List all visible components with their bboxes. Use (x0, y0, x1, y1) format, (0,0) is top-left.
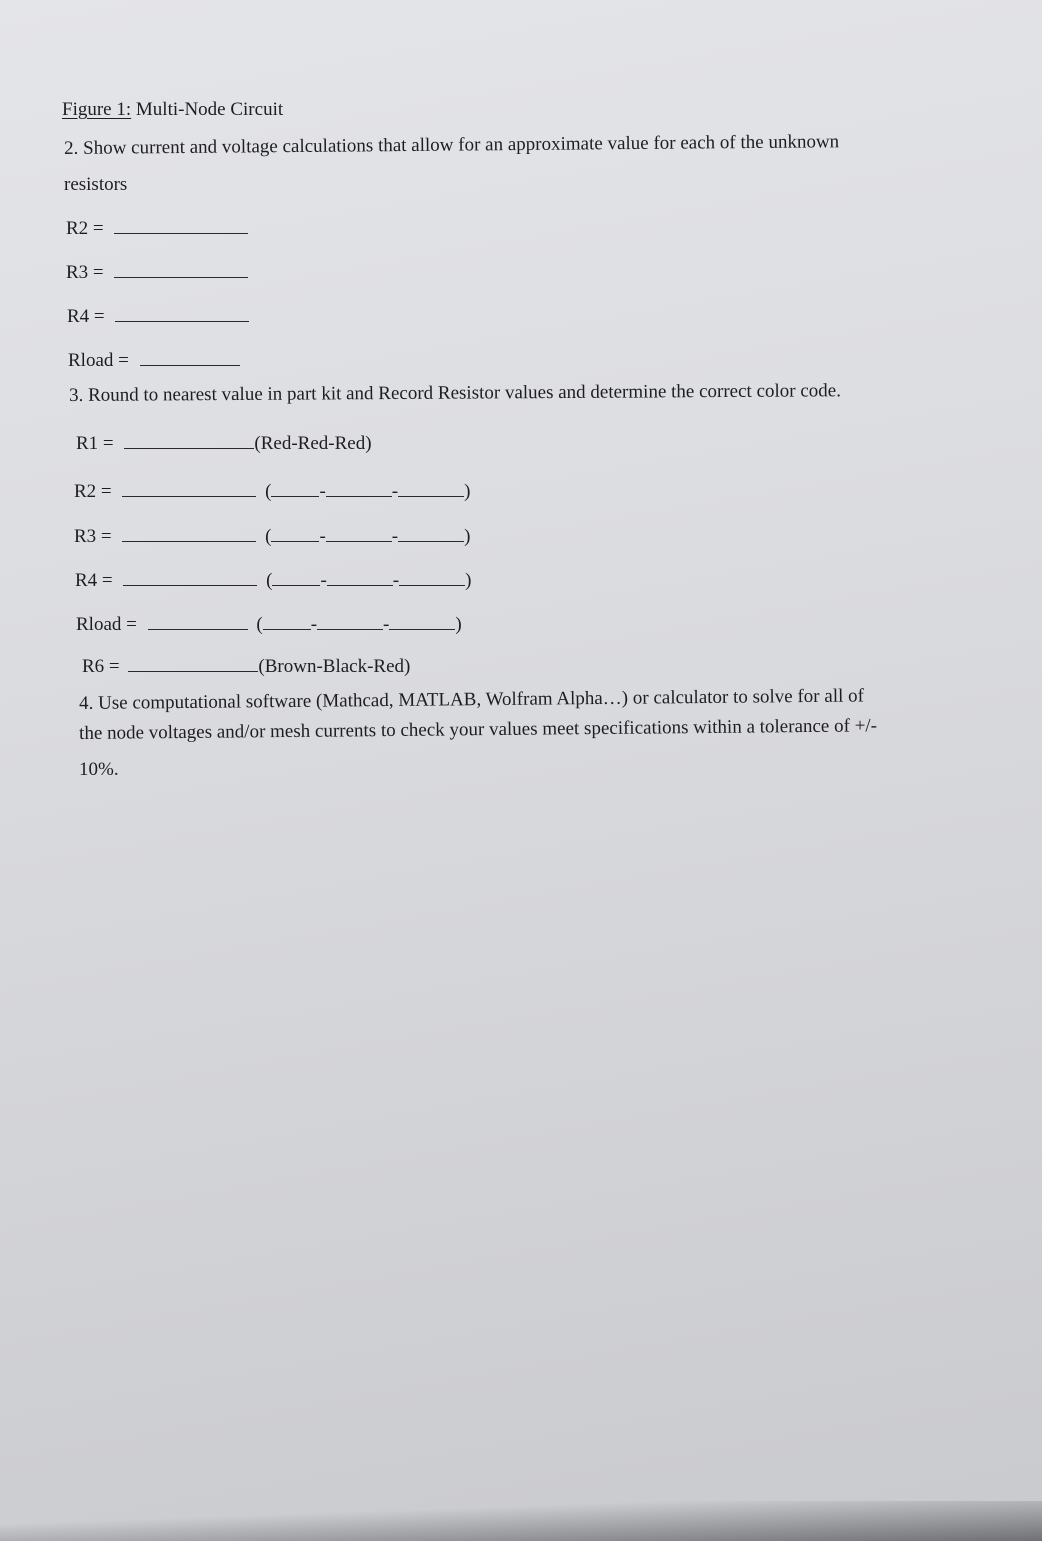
color-code: (Red-Red-Red) (254, 433, 372, 454)
q3-item-r6 (82, 655, 410, 679)
open-paren: ( (265, 481, 272, 502)
color-code-blank (265, 480, 470, 504)
q2-item-rload (68, 349, 240, 373)
q2-item-r4 (67, 305, 249, 329)
close-paren: ) (464, 526, 471, 547)
answer-blank[interactable] (128, 657, 258, 672)
q3-item-rload (76, 613, 462, 637)
q3-item-r4 (75, 569, 471, 593)
question-4-line-1: 4. Use computational software (Mathcad, MATLAB, Wolfram Alpha…) or calculator to solve for all of (79, 685, 865, 714)
color-band-2-blank[interactable] (327, 571, 393, 586)
dash: - (320, 570, 327, 591)
answer-blank[interactable] (115, 307, 249, 322)
q2-item-label: R2 = (66, 218, 104, 239)
answer-blank[interactable] (122, 527, 256, 542)
color-band-1-blank[interactable] (271, 527, 319, 542)
answer-blank[interactable] (140, 351, 240, 366)
figure-label: Figure 1: (62, 99, 132, 120)
question-3-text: 3. Round to nearest value in part kit and Record Resistor values and determine the correct color code. (69, 380, 842, 406)
color-band-3-blank[interactable] (399, 571, 465, 586)
dash: - (319, 526, 326, 547)
dash: - (310, 614, 318, 635)
answer-blank[interactable] (123, 571, 257, 586)
open-paren: ( (266, 570, 273, 591)
q3-item-label: R2 = (74, 481, 112, 502)
q3-item-label: R1 = (76, 433, 114, 454)
question-2-line-1: 2. Show current and voltage calculations that allow for an approximate value for each of the unknown (64, 131, 840, 159)
q3-item-r2 (74, 480, 470, 504)
q2-item-r3 (66, 261, 248, 285)
close-paren: ) (465, 570, 472, 591)
color-band-2-blank[interactable] (326, 482, 392, 497)
color-band-3-blank[interactable] (398, 482, 464, 497)
color-code-blank (265, 525, 470, 549)
answer-blank[interactable] (148, 615, 248, 630)
color-band-2-blank[interactable] (317, 615, 383, 630)
answer-blank[interactable] (114, 263, 248, 278)
dash: - (391, 526, 399, 547)
q2-item-label: R3 = (66, 262, 104, 283)
q3-item-label: Rload = (76, 614, 137, 635)
color-band-3-blank[interactable] (389, 615, 455, 630)
dash: - (391, 481, 399, 502)
dash: - (319, 481, 326, 502)
q2-item-label: R4 = (67, 306, 105, 327)
q3-item-r3 (74, 525, 470, 549)
figure-title: Multi-Node Circuit (135, 99, 284, 120)
q3-item-r1 (76, 432, 372, 456)
q3-item-label: R6 = (82, 656, 120, 677)
close-paren: ) (464, 481, 471, 502)
figure-caption (62, 98, 283, 122)
color-band-1-blank[interactable] (272, 571, 320, 586)
answer-blank[interactable] (124, 434, 254, 449)
color-band-2-blank[interactable] (326, 527, 392, 542)
color-band-3-blank[interactable] (398, 527, 464, 542)
color-code: (Brown-Black-Red) (258, 656, 411, 677)
q3-item-label: R4 = (75, 570, 113, 591)
q3-item-label: R3 = (74, 526, 112, 547)
open-paren: ( (265, 526, 272, 547)
answer-blank[interactable] (114, 219, 248, 234)
question-4-line-3: 10%. (79, 759, 119, 780)
color-code-blank (266, 569, 471, 593)
open-paren: ( (256, 614, 263, 635)
color-band-1-blank[interactable] (271, 482, 319, 497)
color-code-blank (256, 613, 461, 637)
q2-item-r2 (66, 217, 248, 241)
answer-blank[interactable] (122, 482, 256, 497)
q2-item-label: Rload = (68, 350, 129, 371)
question-4-line-2: the node voltages and/or mesh currents to check your values meet specifications within a tolerance of +/- (79, 715, 878, 744)
dash: - (383, 614, 390, 635)
color-band-1-blank[interactable] (263, 615, 311, 630)
dash: - (392, 570, 400, 591)
close-paren: ) (455, 614, 462, 635)
question-2-line-2: resistors (64, 174, 128, 195)
page-edge-shadow (0, 1501, 1042, 1541)
